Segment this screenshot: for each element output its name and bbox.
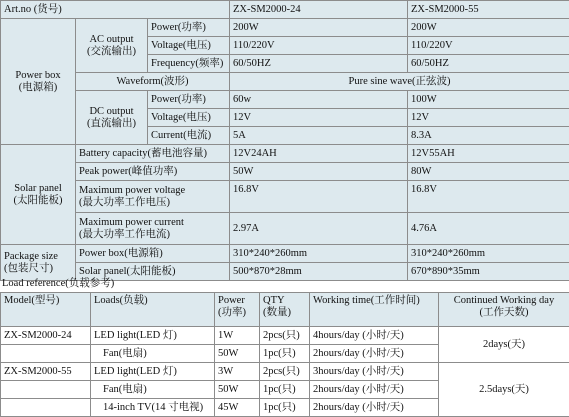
continued-days-column-header-cn: (工作天数)	[442, 307, 566, 319]
max-power-current-value-1: 2.97A	[230, 213, 408, 245]
load-row-4-power: 50W	[215, 381, 260, 399]
model-column-header: Model(型号)	[1, 293, 91, 327]
load-group-1-model: ZX-SM2000-24	[1, 327, 91, 345]
continued-days-column-header	[439, 293, 569, 327]
model-2-header: ZX-SM2000-55	[408, 1, 569, 19]
load-group-1-model-blank	[1, 345, 91, 363]
dc-output-label	[76, 91, 148, 145]
load-row-1-qty: 2pcs(只)	[260, 327, 310, 345]
dc-current-value-1: 5A	[230, 127, 408, 145]
ac-voltage-param: Voltage(电压)	[148, 37, 230, 55]
load-row-5-power: 45W	[215, 399, 260, 417]
dc-current-value-2: 8.3A	[408, 127, 569, 145]
load-row-3-time: 3hours/day (小时/天)	[310, 363, 439, 381]
load-row-3-load: LED light(LED 灯)	[91, 363, 215, 381]
dc-output-label-en: DC output	[79, 106, 144, 118]
solar-panel-label-cn: (太阳能板)	[4, 195, 72, 207]
load-row-4-load: Fan(电扇)	[91, 381, 215, 399]
max-power-voltage-param	[76, 181, 230, 213]
ac-power-value-1: 200W	[230, 19, 408, 37]
peak-power-param: Peak power(峰值功率)	[76, 163, 230, 181]
art-no-header: Art.no (货号)	[1, 1, 230, 19]
package-solar-panel-value-2: 670*890*35mm	[408, 263, 569, 281]
dc-voltage-value-2: 12V	[408, 109, 569, 127]
qty-column-header-cn: (数量)	[263, 307, 306, 319]
loads-column-header: Loads(负载)	[91, 293, 215, 327]
max-power-voltage-value-2: 16.8V	[408, 181, 569, 213]
battery-capacity-value-1: 12V24AH	[230, 145, 408, 163]
ac-power-param: Power(功率)	[148, 19, 230, 37]
ac-frequency-param: Frequency(频率)	[148, 55, 230, 73]
power-box-label-cn: (电源箱)	[4, 82, 72, 94]
load-row-5-qty: 1pc(只)	[260, 399, 310, 417]
load-row-1-time: 4hours/day (小时/天)	[310, 327, 439, 345]
peak-power-value-2: 80W	[408, 163, 569, 181]
load-row-1-power: 1W	[215, 327, 260, 345]
solar-panel-label-en: Solar panel	[4, 183, 72, 195]
load-group-2-model-blank-1	[1, 381, 91, 399]
package-solar-panel-value-1: 500*870*28mm	[230, 263, 408, 281]
package-size-label	[1, 245, 76, 281]
dc-power-param: Power(功率)	[148, 91, 230, 109]
load-reference-title: Load reference(负载参考)	[2, 278, 114, 290]
qty-column-header-en: QTY	[263, 295, 306, 307]
dc-voltage-value-1: 12V	[230, 109, 408, 127]
max-power-current-param	[76, 213, 230, 245]
battery-capacity-value-2: 12V55AH	[408, 145, 569, 163]
max-power-current-param-cn: (最大功率工作电流)	[79, 229, 226, 241]
power-column-header-en: Power	[218, 295, 256, 307]
load-row-2-load: Fan(电扇)	[91, 345, 215, 363]
ac-output-label	[76, 19, 148, 73]
package-size-label-cn: (包装尺寸)	[4, 263, 72, 275]
dc-current-param: Current(电流)	[148, 127, 230, 145]
power-box-label-en: Power box	[4, 70, 72, 82]
load-row-2-qty: 1pc(只)	[260, 345, 310, 363]
power-column-header	[215, 293, 260, 327]
solar-panel-label	[1, 145, 76, 245]
load-row-1-load: LED light(LED 灯)	[91, 327, 215, 345]
ac-frequency-value-2: 60/50HZ	[408, 55, 569, 73]
dc-voltage-param: Voltage(电压)	[148, 109, 230, 127]
package-solar-panel-param: Solar panel(太阳能板)	[76, 263, 230, 281]
load-group-1-days: 2days(天)	[439, 327, 569, 363]
ac-output-label-en: AC output	[79, 34, 144, 46]
max-power-voltage-value-1: 16.8V	[230, 181, 408, 213]
load-group-2-model-blank-2	[1, 399, 91, 417]
load-row-2-power: 50W	[215, 345, 260, 363]
load-row-4-time: 2hours/day (小时/天)	[310, 381, 439, 399]
waveform-param: Waveform(波形)	[76, 73, 230, 91]
dc-output-label-cn: (直流输出)	[79, 118, 144, 130]
package-power-box-param: Power box(电源箱)	[76, 245, 230, 263]
load-group-2-model: ZX-SM2000-55	[1, 363, 91, 381]
load-row-5-load: 14-inch TV(14 寸电视)	[91, 399, 215, 417]
max-power-current-param-en: Maximum power current	[79, 217, 226, 229]
package-power-box-value-1: 310*240*260mm	[230, 245, 408, 263]
ac-frequency-value-1: 60/50HZ	[230, 55, 408, 73]
load-row-3-qty: 2pcs(只)	[260, 363, 310, 381]
package-size-label-en: Package size	[4, 251, 72, 263]
dc-power-value-2: 100W	[408, 91, 569, 109]
waveform-value: Pure sine wave(正弦波)	[230, 73, 569, 91]
model-1-header: ZX-SM2000-24	[230, 1, 408, 19]
peak-power-value-1: 50W	[230, 163, 408, 181]
ac-power-value-2: 200W	[408, 19, 569, 37]
load-row-2-time: 2hours/day (小时/天)	[310, 345, 439, 363]
dc-power-value-1: 60w	[230, 91, 408, 109]
package-power-box-value-2: 310*240*260mm	[408, 245, 569, 263]
working-time-column-header: Working time(工作时间)	[310, 293, 439, 327]
load-row-5-time: 2hours/day (小时/天)	[310, 399, 439, 417]
load-row-4-qty: 1pc(只)	[260, 381, 310, 399]
power-box-label	[1, 19, 76, 145]
continued-days-column-header-en: Continued Working day	[442, 295, 566, 307]
qty-column-header	[260, 293, 310, 327]
max-power-voltage-param-en: Maximum power voltage	[79, 185, 226, 197]
max-power-current-value-2: 4.76A	[408, 213, 569, 245]
ac-voltage-value-1: 110/220V	[230, 37, 408, 55]
battery-capacity-param: Battery capacity(蓄电池容量)	[76, 145, 230, 163]
max-power-voltage-param-cn: (最大功率工作电压)	[79, 197, 226, 209]
ac-voltage-value-2: 110/220V	[408, 37, 569, 55]
ac-output-label-cn: (交流输出)	[79, 46, 144, 58]
load-reference-table	[0, 292, 569, 417]
load-group-2-days: 2.5days(天)	[439, 363, 569, 417]
power-column-header-cn: (功率)	[218, 307, 256, 319]
load-row-3-power: 3W	[215, 363, 260, 381]
